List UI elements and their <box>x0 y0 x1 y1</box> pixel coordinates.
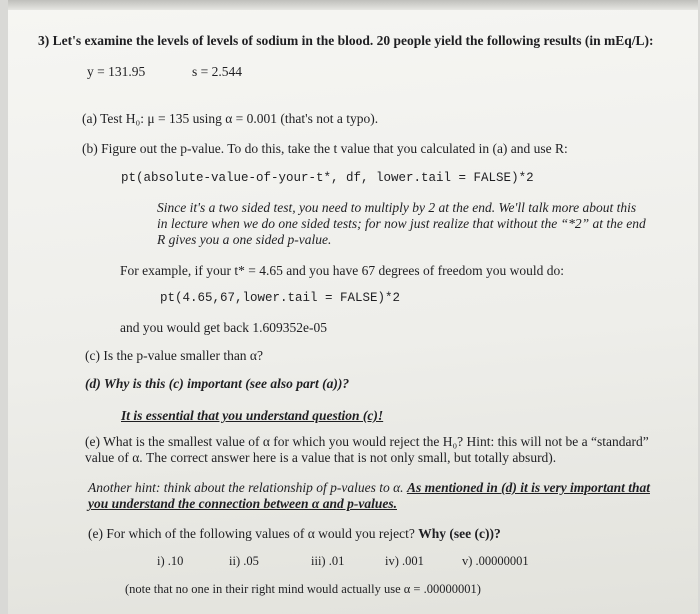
r-code-template: pt(absolute-value-of-your-t*, df, lower.tail = FALSE)*2 <box>121 171 534 185</box>
reject-question-text: (e) For which of the following values of α would you reject? <box>88 526 419 541</box>
option-i: i) .10 <box>157 554 184 568</box>
note-line-3: R gives you a one sided p-value. <box>157 232 332 247</box>
option-iii: iii) .01 <box>311 554 345 568</box>
note-line-1: Since it's a two sided test, you need to multiply by 2 at the end. We'll talk more about this <box>157 200 637 215</box>
question-header: 3) Let's examine the levels of levels of sodium in the blood. 20 people yield the following results (in mEq/L): <box>38 33 654 48</box>
another-hint-line-2: you understand the connection between α and p-values. <box>88 496 397 511</box>
note-line-2: in lecture when we do one sided tests; for now just realize that without the “*2” at the end <box>157 216 646 231</box>
example-text: For example, if your t* = 4.65 and you have 67 degrees of freedom you would do: <box>120 263 565 278</box>
part-c: (c) Is the p-value smaller than α? <box>85 348 263 363</box>
page-top-edge <box>8 0 698 10</box>
worksheet-page <box>8 0 698 614</box>
part-d: (d) Why is this (c) important (see also part (a))? <box>85 376 350 391</box>
another-hint-line-1 <box>88 480 650 496</box>
sample-sd: s = 2.544 <box>192 64 242 79</box>
option-ii: ii) .05 <box>229 554 259 568</box>
option-v: v) .00000001 <box>462 554 529 568</box>
another-hint-text: Another hint: think about the relationship of p-values to α. <box>88 480 407 495</box>
part-e-line-2: value of α. The correct answer here is a value that is not only small, but totally absurd). <box>85 450 557 465</box>
part-a: (a) Test H₀: μ = 135 using α = 0.001 (that's not a typo). <box>82 111 379 126</box>
another-hint-emphasis: As mentioned in (d) it is very important that <box>406 480 650 495</box>
example-result: and you would get back 1.609352e-05 <box>120 320 327 335</box>
sample-mean: y = 131.95 <box>87 64 146 79</box>
part-e-reject-question <box>88 526 501 542</box>
r-code-example: pt(4.65,67,lower.tail = FALSE)*2 <box>160 291 401 305</box>
part-e-line-1: (e) What is the smallest value of α for which you would reject the H₀? Hint: this will not be a “standard” <box>85 434 649 449</box>
part-b: (b) Figure out the p-value. To do this, take the t value that you calculated in (a) and use R: <box>82 141 568 156</box>
option-iv: iv) .001 <box>385 554 424 568</box>
final-note: (note that no one in their right mind would actually use α = .00000001) <box>125 582 481 596</box>
reject-question-why: Why (see (c))? <box>418 526 501 541</box>
essential-note: It is essential that you understand question (c)! <box>121 408 384 423</box>
